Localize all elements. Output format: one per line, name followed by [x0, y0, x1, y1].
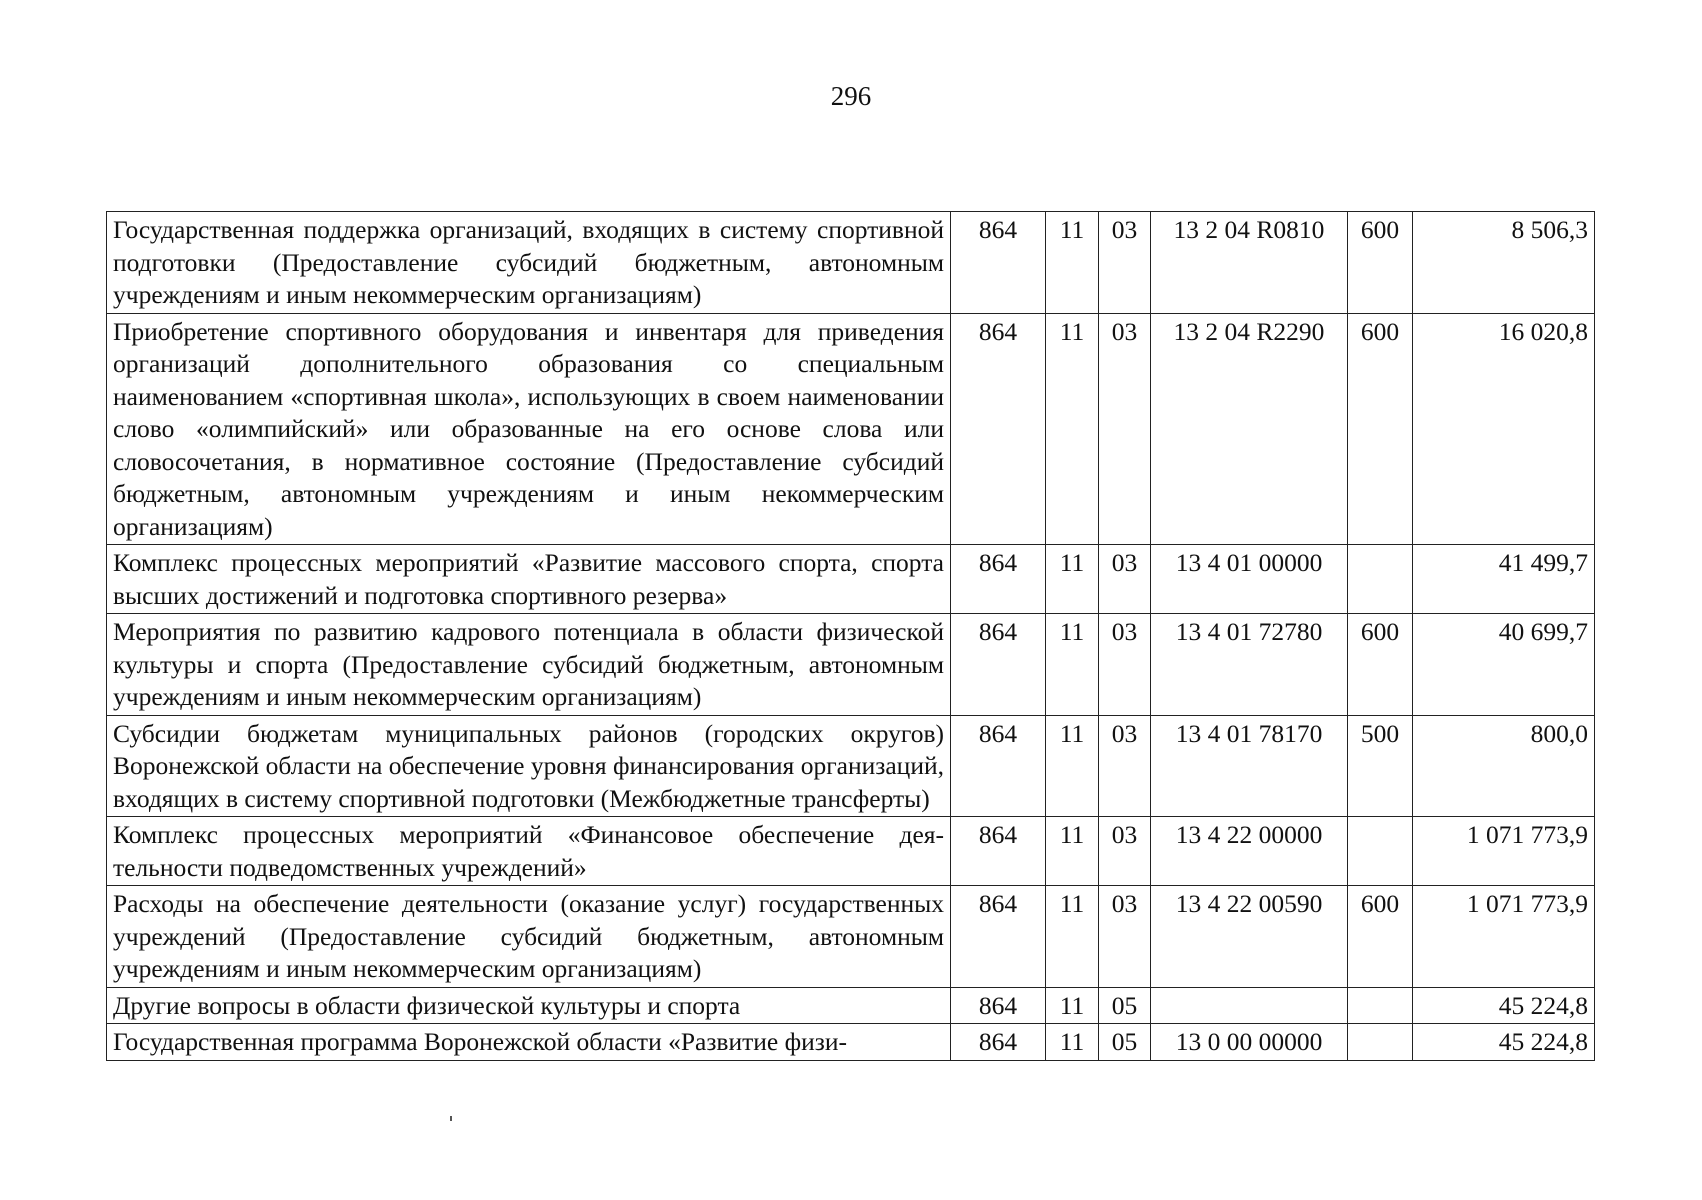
expense-type-cell: 600 [1348, 886, 1413, 988]
section-code-cell: 11 [1046, 313, 1099, 545]
expense-type-cell [1348, 545, 1413, 614]
section-code-cell: 11 [1046, 1024, 1099, 1061]
row-name-cell: Субсидии бюджетам муниципальных районов (городских округов) Воронежской области на обеспечение уровня финансирования организаций, входящих в систему спортивной подготовки (Межбюджетные трансферты) [107, 715, 951, 817]
grbs-code-cell: 864 [951, 817, 1046, 886]
grbs-code-cell: 864 [951, 212, 1046, 314]
amount-cell: 45 224,8 [1413, 1024, 1595, 1061]
grbs-code-cell: 864 [951, 715, 1046, 817]
target-article-cell [1151, 987, 1348, 1024]
subsection-code-cell: 03 [1099, 212, 1151, 314]
grbs-code-cell: 864 [951, 987, 1046, 1024]
row-name-cell: Комплекс процессных мероприятий «Развитие массового спорта, спорта высших достижений и подготовка спортивного резерва» [107, 545, 951, 614]
subsection-code-cell: 05 [1099, 987, 1151, 1024]
budget-table [106, 211, 1595, 1061]
row-name-cell: Расходы на обеспечение деятельности (оказание услуг) государственных учреждений (Предоставление субсидий бюджетным, автономным учреждениям и иным некоммерческим организациям) [107, 886, 951, 988]
table-row [107, 614, 1595, 716]
table-row [107, 987, 1595, 1024]
section-code-cell: 11 [1046, 614, 1099, 716]
table-row [107, 545, 1595, 614]
amount-cell: 800,0 [1413, 715, 1595, 817]
table-row [107, 715, 1595, 817]
table-row [107, 212, 1595, 314]
target-article-cell: 13 4 22 00000 [1151, 817, 1348, 886]
subsection-code-cell: 03 [1099, 614, 1151, 716]
section-code-cell: 11 [1046, 545, 1099, 614]
section-code-cell: 11 [1046, 987, 1099, 1024]
amount-cell: 8 506,3 [1413, 212, 1595, 314]
expense-type-cell: 600 [1348, 212, 1413, 314]
expense-type-cell [1348, 987, 1413, 1024]
section-code-cell: 11 [1046, 715, 1099, 817]
scan-artifact-mark [450, 1116, 452, 1121]
section-code-cell: 11 [1046, 212, 1099, 314]
table-row [107, 313, 1595, 545]
section-code-cell: 11 [1046, 886, 1099, 988]
expense-type-cell: 600 [1348, 313, 1413, 545]
subsection-code-cell: 05 [1099, 1024, 1151, 1061]
table-row [107, 817, 1595, 886]
page-number: 296 [830, 81, 872, 111]
amount-cell: 40 699,7 [1413, 614, 1595, 716]
grbs-code-cell: 864 [951, 614, 1046, 716]
target-article-cell: 13 0 00 00000 [1151, 1024, 1348, 1061]
grbs-code-cell: 864 [951, 545, 1046, 614]
section-code-cell: 11 [1046, 817, 1099, 886]
expense-type-cell [1348, 1024, 1413, 1061]
grbs-code-cell: 864 [951, 886, 1046, 988]
expense-type-cell [1348, 817, 1413, 886]
target-article-cell: 13 2 04 R0810 [1151, 212, 1348, 314]
row-name-cell: Государственная программа Воронежской области «Развитие физи- [107, 1024, 951, 1061]
subsection-code-cell: 03 [1099, 817, 1151, 886]
target-article-cell: 13 4 01 00000 [1151, 545, 1348, 614]
amount-cell: 1 071 773,9 [1413, 817, 1595, 886]
subsection-code-cell: 03 [1099, 313, 1151, 545]
target-article-cell: 13 2 04 R2290 [1151, 313, 1348, 545]
target-article-cell: 13 4 22 00590 [1151, 886, 1348, 988]
amount-cell: 45 224,8 [1413, 987, 1595, 1024]
target-article-cell: 13 4 01 72780 [1151, 614, 1348, 716]
row-name-cell: Государственная поддержка организаций, входящих в систему спортивной подготовки (Предоставление субсидий бюджетным, автономным учреждениям и иным некоммерческим организациям) [107, 212, 951, 314]
amount-cell: 1 071 773,9 [1413, 886, 1595, 988]
amount-cell: 16 020,8 [1413, 313, 1595, 545]
row-name-cell: Другие вопросы в области физической культуры и спорта [107, 987, 951, 1024]
row-name-cell: Мероприятия по развитию кадрового потенциала в области физической культуры и спорта (Предоставление субсидий бюджетным, автономным учреждениям и иным некоммерческим организациям) [107, 614, 951, 716]
subsection-code-cell: 03 [1099, 545, 1151, 614]
expense-type-cell: 500 [1348, 715, 1413, 817]
expense-type-cell: 600 [1348, 614, 1413, 716]
subsection-code-cell: 03 [1099, 886, 1151, 988]
amount-cell: 41 499,7 [1413, 545, 1595, 614]
row-name-cell: Комплекс процессных мероприятий «Финансовое обеспечение деятельности подведомственных учреждений» [107, 817, 951, 886]
grbs-code-cell: 864 [951, 313, 1046, 545]
row-name-cell: Приобретение спортивного оборудования и инвентаря для приведения организаций дополнительного образования со специальным наименованием «спортивная школа», использующих в своем наименовании слово «олимпийский» или образованные на его основе слова или словосочетания, в нормативное состояние (Предоставление субсидий бюджетным, автономным учреждениям и иным некоммерческим организациям) [107, 313, 951, 545]
table-row [107, 886, 1595, 988]
subsection-code-cell: 03 [1099, 715, 1151, 817]
target-article-cell: 13 4 01 78170 [1151, 715, 1348, 817]
grbs-code-cell: 864 [951, 1024, 1046, 1061]
table-row [107, 1024, 1595, 1061]
